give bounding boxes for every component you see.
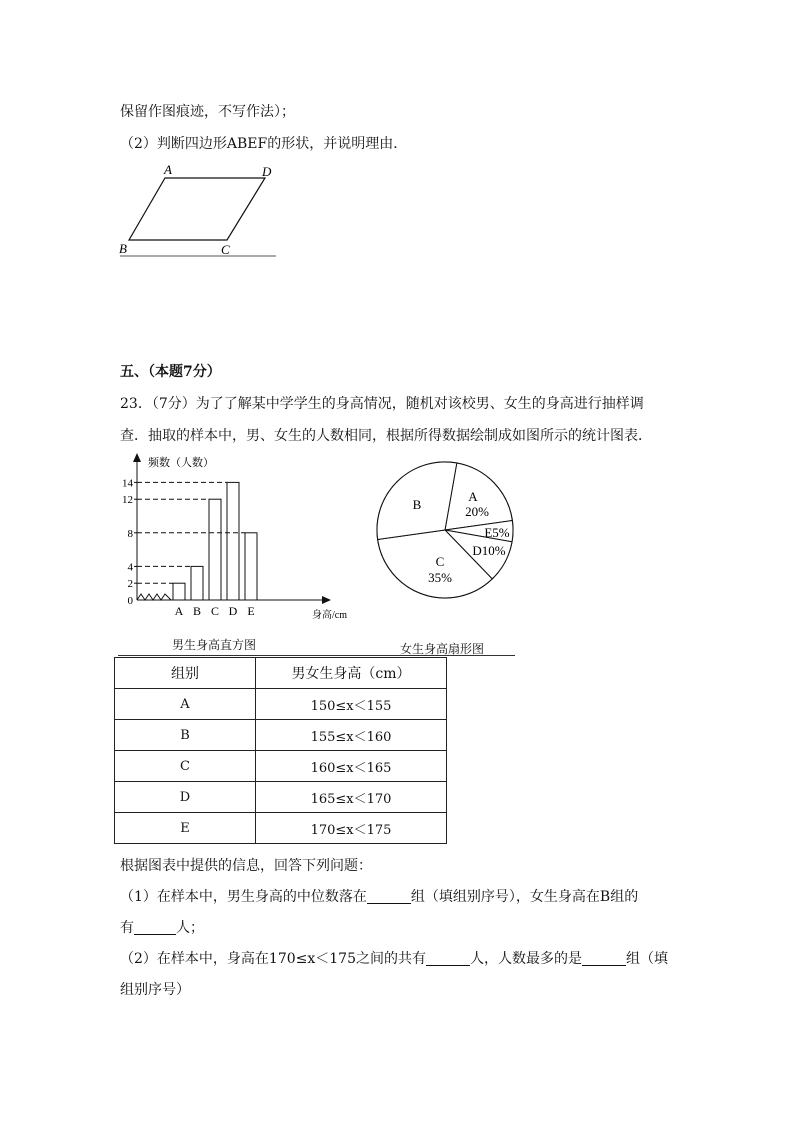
table-cell: C — [115, 751, 256, 782]
label-b: B — [119, 241, 127, 256]
y-tick-label: 0 — [127, 595, 133, 607]
x-tick-label: B — [192, 604, 202, 618]
pie-label: D10% — [472, 543, 506, 558]
q23-sub2-line2: 组别序号） — [120, 982, 190, 998]
histogram-bar — [191, 566, 203, 600]
pie-label: 35% — [428, 570, 452, 585]
pie-label: B — [412, 497, 422, 512]
girls-height-pie — [370, 455, 530, 605]
q1-text-a: （1）在样本中，男生身高的中位数落在 — [120, 889, 367, 905]
y-axis-arrow — [133, 453, 141, 462]
y-tick-label: 8 — [127, 527, 133, 540]
prev-question-line: 保留作图痕迹，不写作法）； — [120, 104, 295, 120]
y-tick-label: 4 — [127, 561, 133, 574]
pie-label: A — [468, 489, 478, 504]
table-row — [115, 689, 447, 720]
x-tick-label: E — [247, 604, 255, 618]
q23-prompt: 根据图表中提供的信息，回答下列问题： — [120, 858, 372, 874]
boys-height-histogram — [115, 450, 365, 630]
q2-text-b: 人，人数最多的是 — [469, 951, 582, 967]
histogram-bar — [227, 482, 239, 600]
q1-text-c: 有 — [120, 920, 134, 936]
pie-caption: 女生身高扇形图 — [400, 642, 485, 656]
table-row — [115, 720, 447, 751]
answer-blank[interactable] — [367, 889, 411, 904]
table-cell: E — [115, 813, 256, 844]
parallelogram-abcd — [129, 178, 265, 240]
q23-intro-line1: 23．（7分）为了了解某中学学生的身高情况，随机对该校男、女生的身高进行抽样调 — [120, 396, 644, 412]
q23-sub1-line1 — [120, 888, 638, 906]
section-title: 五、（本题7分） — [120, 364, 221, 380]
axis-break — [137, 594, 171, 600]
pie-label: E5% — [484, 525, 510, 540]
x-tick-label: D — [228, 604, 238, 618]
table-header-row — [115, 658, 447, 689]
y-tick-label: 2 — [127, 578, 133, 591]
q23-sub2-line1 — [120, 950, 668, 968]
q23-sub1-line2 — [120, 919, 204, 937]
y-tick-label: 12 — [122, 494, 133, 507]
height-group-table — [114, 657, 447, 844]
pie-label: 20% — [465, 504, 489, 519]
label-c: C — [221, 242, 230, 257]
histogram-caption: 男生身高直方图 — [172, 638, 257, 652]
table-cell: 160≤x＜165 — [256, 751, 447, 782]
table-header: 组别 — [115, 658, 256, 689]
pie-label: C — [435, 554, 445, 569]
answer-blank[interactable] — [134, 920, 176, 935]
prev-question-sub2: （2）判断四边形ABEF的形状，并说明理由． — [120, 136, 408, 152]
table-cell: B — [115, 720, 256, 751]
q2-text-a: （2）在样本中，身高在170≤x＜175之间的共有 — [120, 951, 426, 967]
parallelogram-figure — [110, 160, 290, 260]
x-tick-label: C — [210, 604, 220, 618]
q2-text-c: 组（填 — [625, 951, 668, 967]
q1-text-b: 组（填组别序号），女生身高在B组的 — [410, 889, 639, 905]
x-tick-label: A — [174, 604, 184, 618]
table-cell: 150≤x＜155 — [256, 689, 447, 720]
table-row — [115, 751, 447, 782]
x-axis-label: 身高/cm — [312, 610, 347, 621]
table-cell: D — [115, 782, 256, 813]
caption-rule — [118, 655, 515, 656]
table-cell: 170≤x＜175 — [256, 813, 447, 844]
q23-intro-line2: 查．抽取的样本中，男、女生的人数相同，根据所得数据绘制成如图所示的统计图表． — [120, 428, 652, 444]
y-axis-label: 频数（人数） — [148, 457, 214, 469]
y-tick-label: 14 — [122, 477, 133, 490]
answer-blank[interactable] — [582, 951, 626, 966]
answer-blank[interactable] — [426, 951, 470, 966]
table-row — [115, 782, 447, 813]
table-cell: A — [115, 689, 256, 720]
histogram-bar — [245, 533, 257, 600]
table-cell: 165≤x＜170 — [256, 782, 447, 813]
histogram-bar — [209, 499, 221, 600]
histogram-bar — [173, 583, 185, 600]
table-header: 男女生身高（cm） — [256, 658, 447, 689]
q1-text-d: 人； — [176, 920, 204, 936]
label-d: D — [262, 164, 272, 179]
label-a: A — [164, 162, 172, 177]
x-axis-arrow — [322, 596, 331, 604]
table-cell: 155≤x＜160 — [256, 720, 447, 751]
table-row — [115, 813, 447, 844]
